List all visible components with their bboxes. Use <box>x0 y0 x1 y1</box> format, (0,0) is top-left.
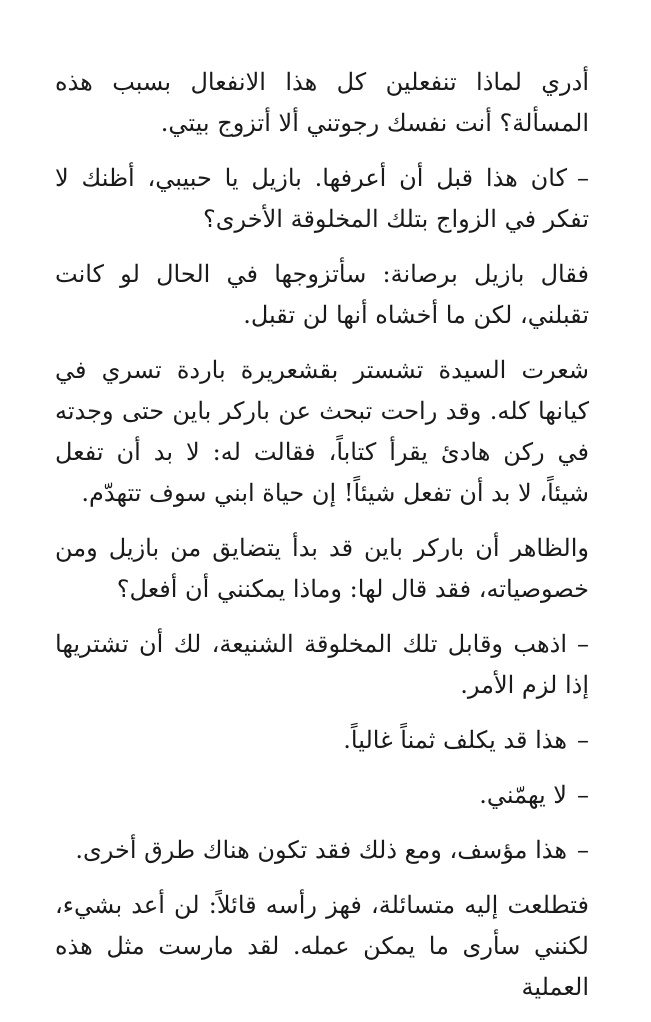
paragraph-text: اذهب وقابل تلك المخلوقة الشنيعة، لك أن تشتريها إذا لزم الأمر. <box>55 630 589 699</box>
dialogue-dash: – <box>577 726 589 754</box>
paragraph-text: أدري لماذا تنفعلين كل هذا الانفعال بسبب هذه المسألة؟ أنت نفسك رجوتني ألا أتزوج بيتي. <box>55 68 589 137</box>
dialogue-paragraph <box>55 158 589 240</box>
book-page <box>55 62 589 1022</box>
paragraph-text: كان هذا قبل أن أعرفها. بازيل يا حبيبي، أظنك لا تفكر في الزواج بتلك المخلوقة الأخرى؟ <box>55 164 589 233</box>
dialogue-paragraph <box>55 624 589 706</box>
dialogue-paragraph <box>55 830 589 871</box>
paragraph <box>55 528 589 610</box>
paragraph-text: هذا قد يكلف ثمناً غالياً. <box>343 726 567 754</box>
paragraph-text: شعرت السيدة تشستر بقشعريرة باردة تسري في كيانها كله. وقد راحت تبحث عن باركر باين حتى وجدته في ركن هادئ يقرأ كتاباً، فقالت له: لا بد أن تفعل شيئاً، لا بد أن تفعل شيئاً! إن حياة ابني سوف تتهدّم. <box>55 356 589 507</box>
paragraph <box>55 350 589 514</box>
dialogue-paragraph <box>55 775 589 816</box>
dialogue-dash: – <box>577 630 589 658</box>
paragraph-text: والظاهر أن باركر باين قد بدأ يتضايق من بازيل ومن خصوصياته، فقد قال لها: وماذا يمكنني أن أفعل؟ <box>55 534 589 603</box>
dialogue-dash: – <box>577 164 589 192</box>
paragraph-text: لا يهمّني. <box>479 781 567 809</box>
dialogue-paragraph <box>55 720 589 761</box>
paragraph-text: هذا مؤسف، ومع ذلك فقد تكون هناك طرق أخرى. <box>75 836 567 864</box>
paragraph <box>55 254 589 336</box>
paragraph-text: فتطلعت إليه متسائلة، فهز رأسه قائلاً: لن أعد بشيء، لكنني سأرى ما يمكن عمله. لقد مارست مثل هذه العملية <box>55 891 589 1001</box>
dialogue-dash: – <box>577 781 589 809</box>
paragraph <box>55 885 589 1008</box>
dialogue-dash: – <box>577 836 589 864</box>
paragraph <box>55 62 589 144</box>
paragraph-text: فقال بازيل برصانة: سأتزوجها في الحال لو كانت تقبلني، لكن ما أخشاه أنها لن تقبل. <box>55 260 589 329</box>
